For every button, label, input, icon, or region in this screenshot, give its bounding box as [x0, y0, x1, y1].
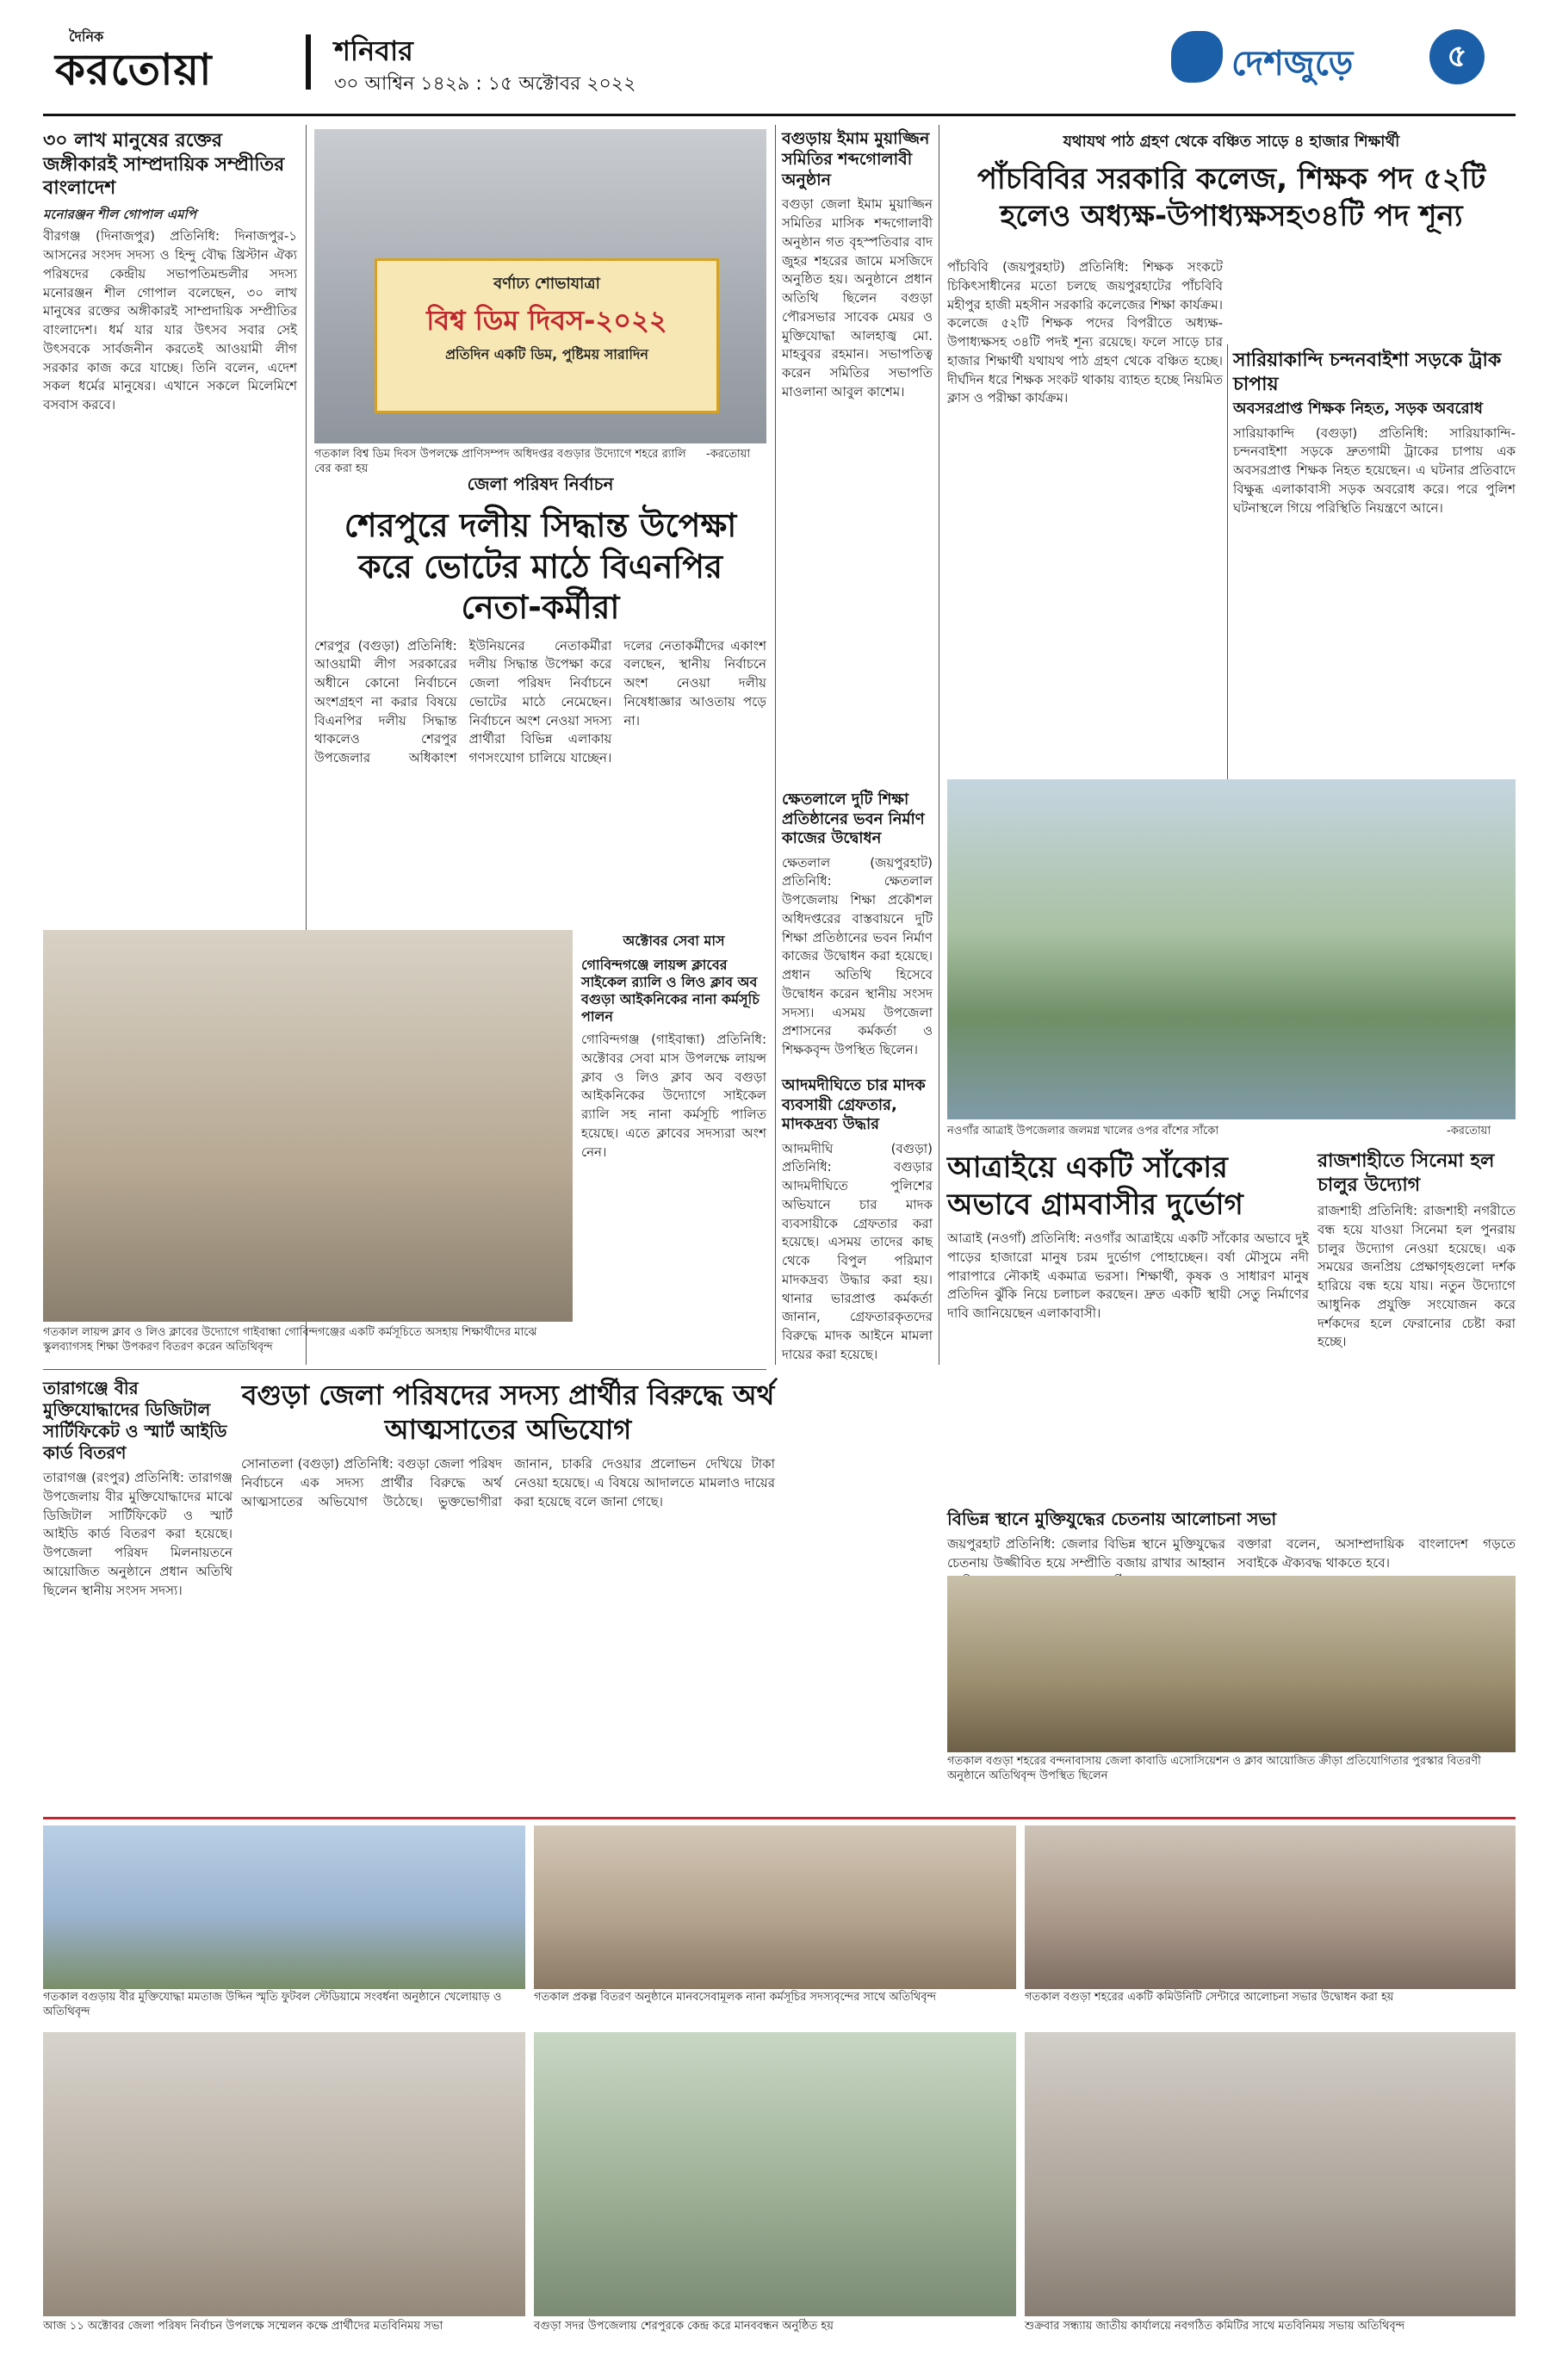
- photo-credit: -করতোয়া: [1447, 1125, 1491, 1137]
- section-divider: [43, 1369, 766, 1370]
- article-body: আত্রাই (নওগাঁ) প্রতিনিধি: নওগাঁর আত্রাইয়ে একটি সাঁকোর অভাবে দুই পাড়ের হাজারো মানুষ চরম দুর্ভোগ পোহাচ্ছেন। বর্ষা মৌসুমে নদী পারাপারে নৌকাই একমাত্র ভরসা। শিক্ষার্থী, কৃষক ও সাধারণ মানুষ প্রতিদিন ঝুঁকি নিয়ে চলাচল করছেন। দ্রুত একটি স্থায়ী সেতু নির্মাণের দাবি জানিয়েছেন এলাকাবাসী।: [947, 1230, 1309, 1321]
- rally-banner: [375, 258, 719, 413]
- article-imam-samiti: [782, 129, 933, 784]
- article-headline: তারাগঞ্জে বীর মুক্তিযোদ্ধাদের ডিজিটাল সার্টিফিকেট ও স্মার্ট আইডি কার্ড বিতরণ: [43, 1378, 227, 1463]
- article-headline: ৩০ লাখ মানুষের রক্তের জঙ্গীকারই সাম্প্রদায়িক সম্প্রীতির বাংলাদেশ: [43, 130, 285, 199]
- photo-caption: আজ ১১ অক্টোবর জেলা পরিষদ নির্বাচন উপলক্ষে সম্মেলন কক্ষে প্রার্থীদের মতবিনিময় সভা: [43, 2320, 443, 2333]
- photo-caption: গতকাল প্রকল্প বিতরণ অনুষ্ঠানে মানবসেবামূলক নানা কর্মসূচির সদস্যবৃন্দের সাথে অতিথিবৃন্দ: [534, 1991, 937, 2004]
- article-body: জয়পুরহাট প্রতিনিধি: জেলার বিভিন্ন স্থানে মুক্তিযুদ্ধের চেতনায় উজ্জীবিত হয়ে সম্প্রীতি বজায় রাখার আহ্বান বক্তারা বলেন, অসাম্প্রদায়িক বাংলাদেশ গড়তে সবাইকে ঐক্যবদ্ধ থাকতে হবে।: [947, 1536, 1516, 1571]
- article-headline: সারিয়াকান্দি চন্দনবাইশা সড়কে ট্রাক চাপায়: [1233, 350, 1502, 395]
- article-headline: শেরপুরে দলীয় সিদ্ধান্ত উপেক্ষা করে ভোটের মাঠে বিএনপির নেতা-কর্মীরা: [344, 506, 737, 626]
- charity-meeting-photo: [534, 1825, 1016, 1989]
- article-body: গোবিন্দগঞ্জ (গাইবান্ধা) প্রতিনিধি: অক্টোবর সেবা মাস উপলক্ষে লায়ন্স ক্লাব ও লিও ক্লাব অব বগুড়া আইকনিকের উদ্যোগে সাইকেল র‌্যালি সহ নানা কর্মসূচি পালিত হয়েছে। এতে ক্লাবের সদস্যরা অংশ নেন।: [581, 1032, 766, 1160]
- article-body: ক্ষেতলাল (জয়পুরহাট) প্রতিনিধি: ক্ষেতলাল উপজেলায় শিক্ষা প্রকৌশল অধিদপ্তরের বাস্তবায়নে দুটি শিক্ষা প্রতিষ্ঠানের ভবন নির্মাণ কাজের উদ্বোধন করা হয়েছে। প্রধান অতিথি হিসেবে উদ্বোধন করেন স্থানীয় সংসদ সদস্য। এসময় উপজেলা প্রশাসনের কর্মকর্তা ও শিক্ষকবৃন্দ উপস্থিত ছিলেন।: [782, 854, 933, 1057]
- article-body: তারাগঞ্জ (রংপুর) প্রতিনিধি: তারাগঞ্জ উপজেলায় বীর মুক্তিযোদ্ধাদের মাঝে ডিজিটাল সার্টিফিকেট ও স্মার্ট আইডি কার্ড বিতরণ করা হয়েছে। উপজেলা পরিষদ মিলনায়তনে আয়োজিত অনুষ্ঠানে প্রধান অতিথি ছিলেন স্থানীয় সংসদ সদস্য।: [43, 1470, 232, 1598]
- photo-caption: গতকাল বিশ্ব ডিম দিবস উপলক্ষে প্রাণিসম্পদ অধিদপ্তর বগুড়ার উদ্যোগে শহরে র‌্যালি বের করা হয়: [314, 448, 686, 475]
- photo-credit: -করতোয়া: [706, 448, 751, 461]
- article-body: রাজশাহী প্রতিনিধি: রাজশাহী নগরীতে বন্ধ হয়ে যাওয়া সিনেমা হল পুনরায় চালুর উদ্যোগ নেওয়া হয়েছে। এক সময়ের জনপ্রিয় প্রেক্ষাগৃহগুলো দর্শক হারিয়ে বন্ধ হয়ে যায়। নতুন উদ্যোগে আধুনিক প্রযুক্তি সংযোজন করে দর্শকদের হলে ফেরানোর চেষ্টা করা হচ্ছে।: [1318, 1203, 1516, 1350]
- photo-caption: শুক্রবার সন্ধ্যায় জাতীয় কার্যালয়ে নবগঠিত কমিটির সাথে মতবিনিময় সভায় অতিথিবৃন্দ: [1025, 2320, 1405, 2333]
- masthead-day: শনিবার: [334, 34, 413, 67]
- article-body: পাঁচবিবি (জয়পুরহাট) প্রতিনিধি: শিক্ষক সংকটে চিকিৎসাধীনের মতো চলছে জয়পুরহাটের পাঁচবিবি মহীপুর হাজী মহসীন সরকারি কলেজের শিক্ষা কার্যক্রম। কলেজে ৫২টি শিক্ষক পদের বিপরীতে অধ্যক্ষ-উপাধ্যক্ষসহ ৩৪টি পদই শূন্য রয়েছে। ফলে সাড়ে চার হাজার শিক্ষার্থী যথাযথ পাঠ গ্রহণ থেকে বঞ্চিত হচ্ছে। দীর্ঘদিন ধরে শিক্ষক সংকট থাকায় ব্যাহত হচ্ছে নিয়মিত ক্লাস ও পরীক্ষা কার্যক্রম।: [947, 259, 1223, 406]
- photo-caption: নওগাঁর আত্রাই উপজেলার জলমগ্ন খালের ওপর বাঁশের সাঁকো: [947, 1125, 1219, 1137]
- article-body: সারিয়াকান্দি (বগুড়া) প্রতিনিধি: সারিয়াকান্দি-চন্দনবাইশা সড়কে দ্রুতগামী ট্রাকের চাপায় এক অবসরপ্রাপ্ত শিক্ষক নিহত হয়েছেন। এ ঘটনার প্রতিবাদে বিক্ষুব্ধ এলাকাবাসী সড়ক অবরোধ করে। পরে পুলিশ ঘটনাস্থলে গিয়ে পরিস্থিতি নিয়ন্ত্রণে আনে।: [1233, 425, 1516, 516]
- article-headline: আদমদীঘিতে চার মাদক ব্যবসায়ী গ্রেফতার, মাদকদ্রব্য উদ্ধার: [782, 1076, 926, 1133]
- section-red-rule: [43, 1817, 1516, 1819]
- article-body: বগুড়া জেলা ইমাম মুয়াজ্জিন সমিতির মাসিক শব্দগোলাবী অনুষ্ঠান গত বৃহস্পতিবার বাদ জুহর শহরের জামে মসজিদে অনুষ্ঠিত হয়। অনুষ্ঠানে প্রধান অতিথি ছিলেন বগুড়া পৌরসভার সাবেক মেয়র ও মুক্তিযোদ্ধা আলহাজ্ব মো. মাহবুবর রহমান। সভাপতিত্ব করেন সমিতির সভাপতি মাওলানা আবুল কাশেম।: [782, 196, 933, 400]
- banner-top-text: বর্ণাঢ্য শোভাযাত্রা: [493, 275, 600, 293]
- masthead: [43, 24, 1516, 103]
- masthead-rule: [43, 114, 1516, 116]
- photo-caption: গতকাল বগুড়া শহরের একটি কমিউনিটি সেন্টারে আলোচনা সভার উদ্বোধন করা হয়: [1025, 1991, 1394, 2004]
- article-headline: গোবিন্দগঞ্জে লায়ন্স ক্লাবের সাইকেল র‌্যালি ও লিও ক্লাব অব বগুড়া আইকনিকের নানা কর্মসূচি পালন: [581, 957, 760, 1025]
- banner-sub-text: প্রতিদিন একটি ডিম, পুষ্টিময় সারাদিন: [445, 346, 648, 363]
- masthead-divider: [306, 34, 311, 90]
- article-zila-parishad-embezzlement: [241, 1378, 775, 1808]
- column-divider: [775, 125, 776, 1365]
- football-team-photo: [43, 1825, 525, 1989]
- article-sherpur-bnp: [314, 472, 766, 877]
- article-sariakandi-accident: [1233, 349, 1516, 771]
- human-chain-photo: [534, 2032, 1016, 2316]
- article-atrai-bridge: [947, 1150, 1309, 1503]
- article-khetlal-building: [782, 790, 933, 1066]
- article-headline: বিভিন্ন স্থানে মুক্তিযুদ্ধের চেতনায় আলোচনা সভা: [947, 1509, 1277, 1529]
- photo-caption: গতকাল বগুড়ায় বীর মুক্তিযোদ্ধা মমতাজ উদ্দিন স্মৃতি ফুটবল স্টেডিয়ামে সংবর্ধনা অনুষ্ঠানে খেলোয়াড় ও অতিথিবৃন্দ: [43, 1991, 502, 2018]
- bamboo-bridge-photo: [947, 779, 1516, 1119]
- article-subhead: অবসরপ্রাপ্ত শিক্ষক নিহত, সড়ক অবরোধ: [1233, 400, 1483, 418]
- article-body: বীরগঞ্জ (দিনাজপুর) প্রতিনিধি: দিনাজপুর-১ আসনের সংসদ সদস্য ও হিন্দু বৌদ্ধ খ্রিস্টান ঐক্য পরিষদের কেন্দ্রীয় সভাপতিমন্ডলীর সদস্য মনোরঞ্জন শীল গোপাল বলেছেন, ৩০ লাখ মানুষের রক্তের অঙ্গীকারই সাম্প্রদায়িক সম্প্রীতির বাংলাদেশ। ধর্ম যার যার উৎসব সবার সেই উৎসবকে সার্বজনীন করতেই আওয়ামী লীগ সরকার কাজ করে যাচ্ছে। তিনি বলেন, এদেশ সকল ধর্মের মানুষের। এখানে সকলে মিলেমিশে বসবাস করবে।: [43, 228, 297, 412]
- photo-caption: গতকাল বগুড়া শহরের বন্দনাবাসায় জেলা কাবাডি এসোসিয়েশন ও ক্লাব আয়োজিত ক্রীড়া প্রতিযোগিতার পুরস্কার বিতরণী অনুষ্ঠানে অতিথিবৃন্দ উপস্থিত ছিলেন: [947, 1755, 1481, 1782]
- article-taraganj-freedom-fighters: [43, 1378, 232, 1808]
- article-body: শেরপুর (বগুড়া) প্রতিনিধি: আওয়ামী লীগ সরকারের অধীনে কোনো নির্বাচনে অংশগ্রহণ না করার বিষয়ে বিএনপির দলীয় সিদ্ধান্ত থাকলেও শেরপুর উপজেলার অধিকাংশ ইউনিয়নের নেতাকর্মীরা দলীয় সিদ্ধান্ত উপেক্ষা করে জেলা পরিষদ নির্বাচনে ভোটের মাঠে নেমেছেন। নির্বাচনে অংশ নেওয়া সদস্য প্রার্থীরা বিভিন্ন এলাকায় গণসংযোগ চালিয়ে যাচ্ছেন। দলের নেতাকর্মীদের একাংশ বলছেন, স্থানীয় নির্বাচনে অংশ নেওয়া দলীয় নিষেধাজ্ঞার আওতায় পড়ে না।: [314, 637, 766, 765]
- article-headline: বগুড়ায় ইমাম মুয়াজ্জিন সমিতির শব্দগোলাবী অনুষ্ঠান: [782, 129, 930, 189]
- banner-main-text: বিশ্ব ডিম দিবস-২০২২: [426, 304, 667, 337]
- bangladesh-map-icon: [1171, 31, 1223, 83]
- photo-caption: বগুড়া সদর উপজেলায় শেরপুরকে কেন্দ্র করে মানববন্ধন অনুষ্ঠিত হয়: [534, 2320, 834, 2333]
- article-headline: রাজশাহীতে সিনেমা হল চালুর উদ্যোগ: [1318, 1150, 1495, 1196]
- article-kicker: যথাযথ পাঠ গ্রহণ থেকে বঞ্চিত সাড়ে ৪ হাজার শিক্ষার্থী: [1063, 133, 1400, 151]
- article-adamdighi-drug: [782, 1076, 933, 1365]
- article-headline: আত্রাইয়ে একটি সাঁকোর অভাবে গ্রামবাসীর দুর্ভোগ: [947, 1150, 1243, 1222]
- lions-club-distribution-photo: [43, 930, 573, 1322]
- article-panchbibi-body: [947, 258, 1223, 775]
- article-byline: মনোরঞ্জন শীল গোপাল এমপি: [43, 206, 196, 222]
- logo-prefix: দৈনিক: [69, 28, 104, 45]
- article-body: আদমদীঘি (বগুড়া) প্রতিনিধি: বগুড়ার আদমদীঘিতে পুলিশের অভিযানে চার মাদক ব্যবসায়ীকে গ্রেফতার করা হয়েছে। এসময় তাদের কাছ থেকে বিপুল পরিমাণ মাদকদ্রব্য উদ্ধার করা হয়। থানার ভারপ্রাপ্ত কর্মকর্তা জানান, গ্রেফতারকৃতদের বিরুদ্ধে মাদক আইনে মামলা দায়ের করা হয়েছে।: [782, 1140, 933, 1362]
- article-lions-club: [581, 930, 766, 1360]
- masthead-date: ৩০ আশ্বিন ১৪২৯ : ১৫ অক্টোবর ২০২২: [334, 73, 636, 95]
- inauguration-photo: [1025, 1825, 1516, 1989]
- article-body: সোনাতলা (বগুড়া) প্রতিনিধি: বগুড়া জেলা পরিষদ নির্বাচনে এক সদস্য প্রার্থীর বিরুদ্ধে অর্থ আত্মসাতের অভিযোগ উঠেছে। ভুক্তভোগীরা জানান, চাকরি দেওয়ার প্রলোভন দেখিয়ে টাকা নেওয়া হয়েছে। এ বিষয়ে আদালতে মামলাও দায়ের করা হয়েছে বলে জানা গেছে।: [241, 1456, 775, 1509]
- section-title: দেশজুড়ে: [1231, 44, 1354, 84]
- article-rajshahi-cinema: [1318, 1150, 1516, 1503]
- newspaper-logo: করতোয়া: [55, 44, 213, 95]
- photo-caption: গতকাল লায়ন্স ক্লাব ও লিও ক্লাবের উদ্যোগে গাইবান্ধা গোবিন্দগঞ্জের একটি কর্মসূচিতে অসহায় শিক্ষার্থীদের মাঝে স্কুলব্যাগসহ শিক্ষা উপকরণ বিতরণ করেন অতিথিবৃন্দ: [43, 1326, 537, 1354]
- article-headline: পাঁচবিবির সরকারি কলেজ, শিক্ষক পদ ৫২টি হলেও অধ্যক্ষ-উপাধ্যক্ষসহ৩৪টি পদ শূন্য: [976, 162, 1486, 233]
- meeting-hall-photo: [43, 2032, 525, 2316]
- award-ceremony-photo: [947, 1576, 1516, 1752]
- article-kicker: জেলা পরিষদ নির্বাচন: [467, 474, 614, 494]
- article-kicker: অক্টোবর সেবা মাস: [623, 933, 725, 949]
- article-headline: ক্ষেতলালে দুটি শিক্ষা প্রতিষ্ঠানের ভবন নির্মাণ কাজের উদ্বোধন: [782, 790, 925, 847]
- article-sampriti: [43, 129, 297, 926]
- committee-meeting-photo: [1025, 2032, 1516, 2316]
- egg-day-rally-photo: [314, 129, 766, 443]
- article-headline: বগুড়া জেলা পরিষদের সদস্য প্রার্থীর বিরুদ্ধে অর্থ আত্মসাতের অভিযোগ: [241, 1379, 775, 1446]
- page-number-badge: ৫: [1429, 29, 1485, 84]
